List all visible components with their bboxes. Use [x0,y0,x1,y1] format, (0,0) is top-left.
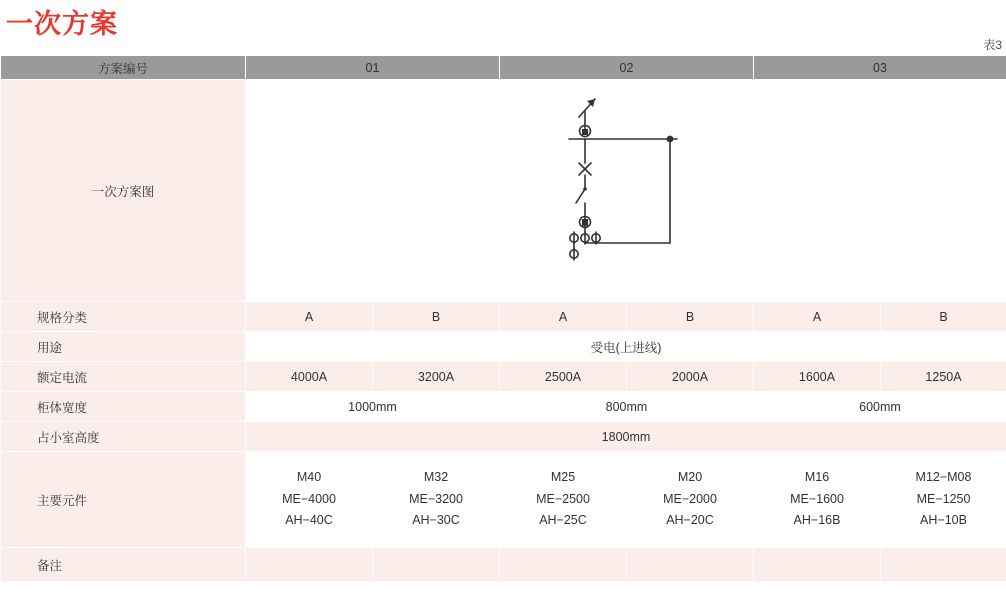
table-row [1,302,1006,332]
row-label-scheme-diagram: 一次方案图 [1,80,246,302]
rated-current-01b: 3200A [373,362,500,392]
main-components-03b [881,452,1006,548]
remarks-01a [246,548,373,582]
table-row [1,548,1006,582]
component-line: M20 [677,469,703,484]
remarks-02b [627,548,754,582]
component-line: AH−30C [412,513,460,528]
table-row [1,392,1006,422]
row-label-rated-current: 额定电流 [1,362,246,392]
component-line: ME−2500 [536,491,590,506]
cabinet-width-01: 1000mm [246,392,500,422]
rated-current-02b: 2000A [627,362,754,392]
component-line: ME−1250 [916,491,971,506]
single-line-diagram [500,91,753,291]
spec-class-01b: B [373,302,500,332]
component-line: M16 [804,469,830,484]
table-row [1,452,1006,548]
spec-class-02b: B [627,302,754,332]
table-number-label: 表3 [983,38,1002,52]
main-components-03a [754,452,881,548]
single-line-diagram-svg [527,91,727,291]
remarks-03a [754,548,881,582]
main-components-02a [500,452,627,548]
table-row [1,332,1006,362]
component-line: ME−3200 [409,491,463,506]
main-components-01b [373,452,500,548]
rated-current-03a: 1600A [754,362,881,392]
component-line: ME−4000 [282,491,336,506]
component-line: M32 [423,469,449,484]
row-label-usage: 用途 [1,332,246,362]
row-label-remarks: 备注 [1,548,246,582]
remarks-01b [373,548,500,582]
row-label-room-height: 占小室高度 [1,422,246,452]
room-height-value: 1800mm [246,422,1006,452]
cabinet-width-03: 600mm [754,392,1006,422]
component-line: ME−1600 [790,491,844,506]
scheme-table [0,55,1006,582]
remarks-02a [500,548,627,582]
main-components-01a [246,452,373,548]
row-label-cabinet-width: 柜体宽度 [1,392,246,422]
component-line: AH−10B [920,513,967,528]
row-label-main-components: 主要元件 [1,452,246,548]
spec-class-01a: A [246,302,373,332]
cabinet-width-02: 800mm [500,392,754,422]
table-row [1,56,1006,80]
component-line: AH−40C [285,513,333,528]
component-line: ME−2000 [663,491,717,506]
scheme-number-01: 01 [246,56,500,80]
usage-value: 受电(上进线) [246,332,1006,362]
scheme-number-02: 02 [500,56,754,80]
table-row [1,362,1006,392]
spec-class-02a: A [500,302,627,332]
main-components-02b [627,452,754,548]
diagram-cell-01 [246,80,500,302]
scheme-number-03: 03 [754,56,1006,80]
rated-current-01a: 4000A [246,362,373,392]
rated-current-02a: 2500A [500,362,627,392]
diagram-cell-03 [754,80,1006,302]
component-line: M25 [550,469,576,484]
component-line: M40 [296,469,322,484]
rated-current-03b: 1250A [881,362,1006,392]
component-line: AH−25C [539,513,587,528]
diagram-cell-02 [500,80,754,302]
remarks-03b [881,548,1006,582]
spec-class-03a: A [754,302,881,332]
component-line: AH−16B [793,513,841,528]
component-line: AH−20C [666,513,714,528]
page-title: 一次方案 [6,9,118,39]
table-row [1,80,1006,302]
spec-class-03b: B [881,302,1006,332]
component-line: M12−M08 [915,469,972,484]
table-row [1,422,1006,452]
row-label-scheme-no: 方案编号 [1,56,246,80]
row-label-spec-class: 规格分类 [1,302,246,332]
